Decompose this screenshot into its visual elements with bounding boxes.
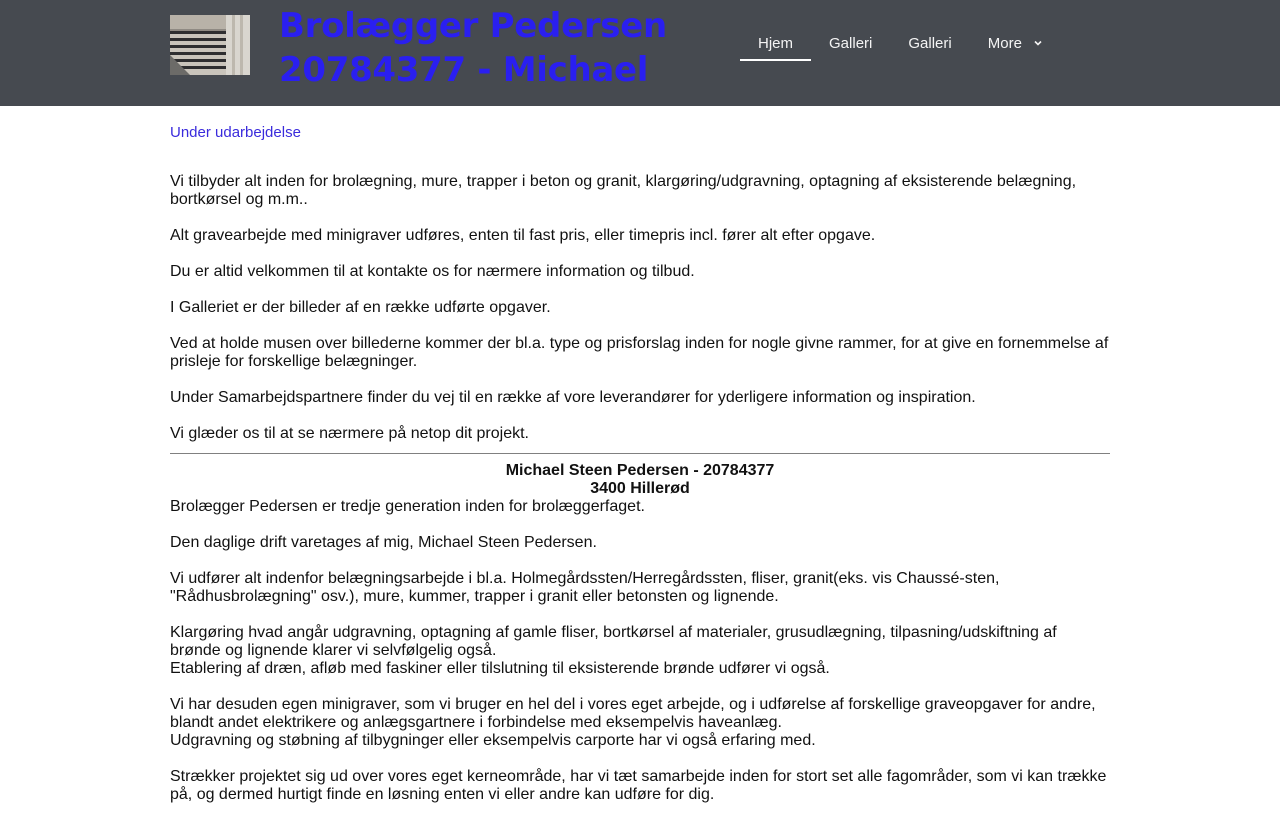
nav-item-galleri-2[interactable]	[890, 28, 969, 59]
site-title-line-1: Brolægger Pedersen	[279, 6, 667, 46]
logo-image	[170, 15, 250, 75]
contact-name: Michael Steen Pedersen - 20784377	[505, 462, 775, 479]
about-paragraph: Brolægger Pedersen er tredje generation inden for brolæggerfaget.	[170, 498, 645, 515]
contact-city: 3400 Hillerød	[590, 480, 690, 497]
nav-item-more[interactable]	[970, 28, 1062, 59]
nav-item-label: Galleri	[908, 35, 952, 52]
main-content	[170, 106, 1110, 822]
about-section	[170, 498, 1110, 804]
about-paragraph: Etablering af dræn, afløb med faskiner eller tilslutning til eksisterende brønde udfører vi også.	[170, 660, 830, 677]
stairs-photo-logo[interactable]	[170, 15, 250, 75]
intro-paragraph: Alt gravearbejde med minigraver udføres, enten til fast pris, eller timepris incl. fører alt efter opgave.	[170, 227, 876, 244]
nav-item-galleri[interactable]	[811, 28, 890, 59]
nav-item-label: More	[987, 35, 1022, 52]
site-title-line-2: 20784377 - Michael	[279, 50, 649, 90]
intro-paragraph: I Galleriet er der billeder af en række udførte opgaver.	[170, 299, 551, 316]
about-paragraph: Udgravning og støbning af tilbygninger eller eksempelvis carporte har vi også erfaring med.	[170, 732, 816, 749]
nav-item-label: Hjem	[758, 35, 794, 52]
intro-paragraph: Vi tilbyder alt inden for brolægning, mure, trapper i beton og granit, klargøring/udgravning, optagning af eksisterende belægning, bortkørsel og m.m..	[170, 173, 1077, 208]
about-paragraph: Den daglige drift varetages af mig, Michael Steen Pedersen.	[170, 534, 597, 551]
about-paragraph: Klargøring hvad angår udgravning, optagning af gamle fliser, bortkørsel af materialer, grusudlægning, tilpasning/udskiftning af brønde og lignende klarer vi selvfølgelig også.	[170, 624, 1057, 659]
main-navigation	[740, 28, 1062, 60]
about-paragraph: Strækker projektet sig ud over vores eget kerneområde, har vi tæt samarbejde inden for stort set alle fagområder, som vi kan trække på, og dermed hurtigt finde en løsning enten vi eller andre kan udføre for dig.	[170, 768, 1107, 803]
about-paragraph: Vi har desuden egen minigraver, som vi bruger en hel del i vores eget arbejde, og i udførelse af forskellige graveopgaver for andre, blandt andet elektrikere og anlægsgartnere i forbindelse med eksempelvis haveanlæg.	[170, 696, 1096, 731]
nav-item-label: Galleri	[829, 35, 873, 52]
intro-paragraph: Du er altid velkommen til at kontakte os for nærmere information og tilbud.	[170, 263, 695, 280]
site-title[interactable]	[279, 4, 719, 92]
intro-paragraph: Under Samarbejdspartnere finder du vej til en række af vore leverandører for yderligere information og inspiration.	[170, 389, 976, 406]
nav-item-hjem[interactable]	[740, 28, 811, 61]
intro-paragraph: Ved at holde musen over billederne kommer der bl.a. type og prisforslag inden for nogle givne rammer, for at give en fornemmelse af prisleje for forskellige belægninger.	[170, 335, 1109, 370]
intro-paragraph: Vi glæder os til at se nærmere på netop dit projekt.	[170, 425, 529, 442]
site-header	[0, 0, 1280, 106]
section-divider	[170, 453, 1110, 454]
page-subtitle: Under udarbejdelse	[170, 124, 301, 141]
about-paragraph: Vi udfører alt indenfor belægningsarbejde i bl.a. Holmegårdssten/Herregårdssten, fliser, granit(eks. vis Chaussé-sten, "Rådhusbrolægning" osv.), mure, kummer, trapper i granit eller betonsten og lignende.	[170, 570, 1000, 605]
intro-section	[170, 173, 1110, 443]
chevron-down-icon	[1032, 37, 1044, 49]
